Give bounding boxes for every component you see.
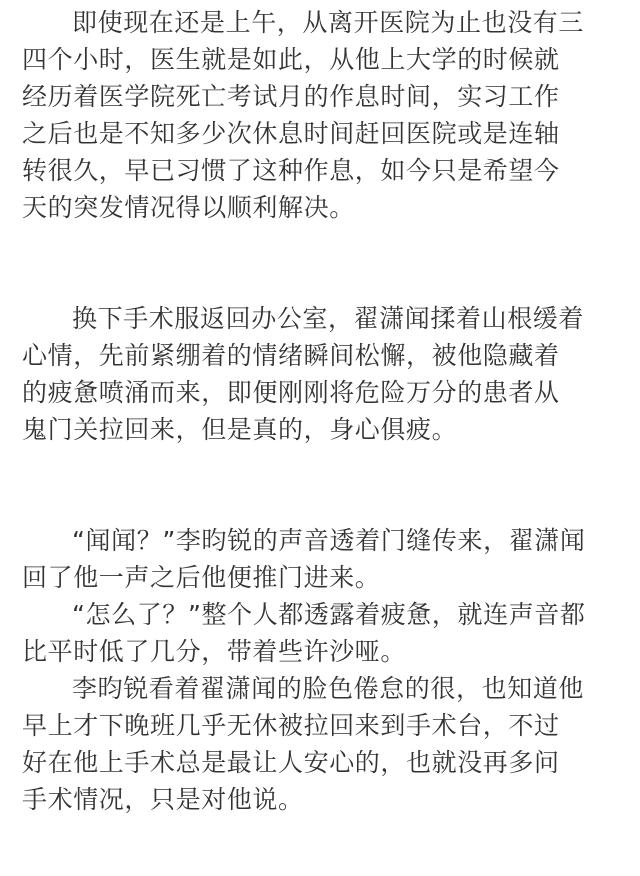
text-line: “怎么了？”整个人都透露着疲惫，就连声音都 [72,600,586,629]
text-line: 比平时低了几分，带着些许沙哑。 [22,637,407,666]
paragraph-1 [22,4,620,226]
text-line: 手术情况，只是对他说。 [22,785,304,814]
paragraph-4 [22,596,620,670]
paragraph-5 [22,670,620,818]
text-line: 心情，先前紧绷着的情绪瞬间松懈，被他隐藏着 [22,341,560,370]
paragraph-2 [22,300,620,448]
text-line: 换下手术服返回办公室，翟潇闻揉着山根缓着 [72,304,585,333]
text-line: 四个小时，医生就是如此，从他上大学的时候就 [22,45,560,74]
paragraph-spacer [22,485,620,522]
paragraph-spacer [22,263,620,300]
text-line: 鬼门关拉回来，但是真的，身心俱疲。 [22,415,458,444]
text-line: 好在他上手术总是最让人安心的，也就没再多问 [22,748,560,777]
paragraph-spacer [22,226,620,263]
text-line: 天的突发情况得以顺利解决。 [22,193,355,222]
text-line: 早上才下晚班几乎无休被拉回来到手术台，不过 [22,711,560,740]
paragraph-3 [22,522,620,596]
text-line: “闻闻？”李昀锐的声音透着门缝传来，翟潇闻 [72,526,586,555]
paragraph-spacer [22,448,620,485]
text-line: 李昀锐看着翟潇闻的脸色倦怠的很，也知道他 [72,674,585,703]
text-line: 回了他一声之后他便推门进来。 [22,563,381,592]
text-line: 转很久，早已习惯了这种作息，如今只是希望今 [22,156,560,185]
text-line: 即使现在还是上午，从离开医院为止也没有三 [72,8,585,37]
text-line: 的疲惫喷涌而来，即便刚刚将危险万分的患者从 [22,378,560,407]
text-line: 经历着医学院死亡考试月的作息时间，实习工作 [22,82,560,111]
text-line: 之后也是不知多少次休息时间赶回医院或是连轴 [22,119,560,148]
